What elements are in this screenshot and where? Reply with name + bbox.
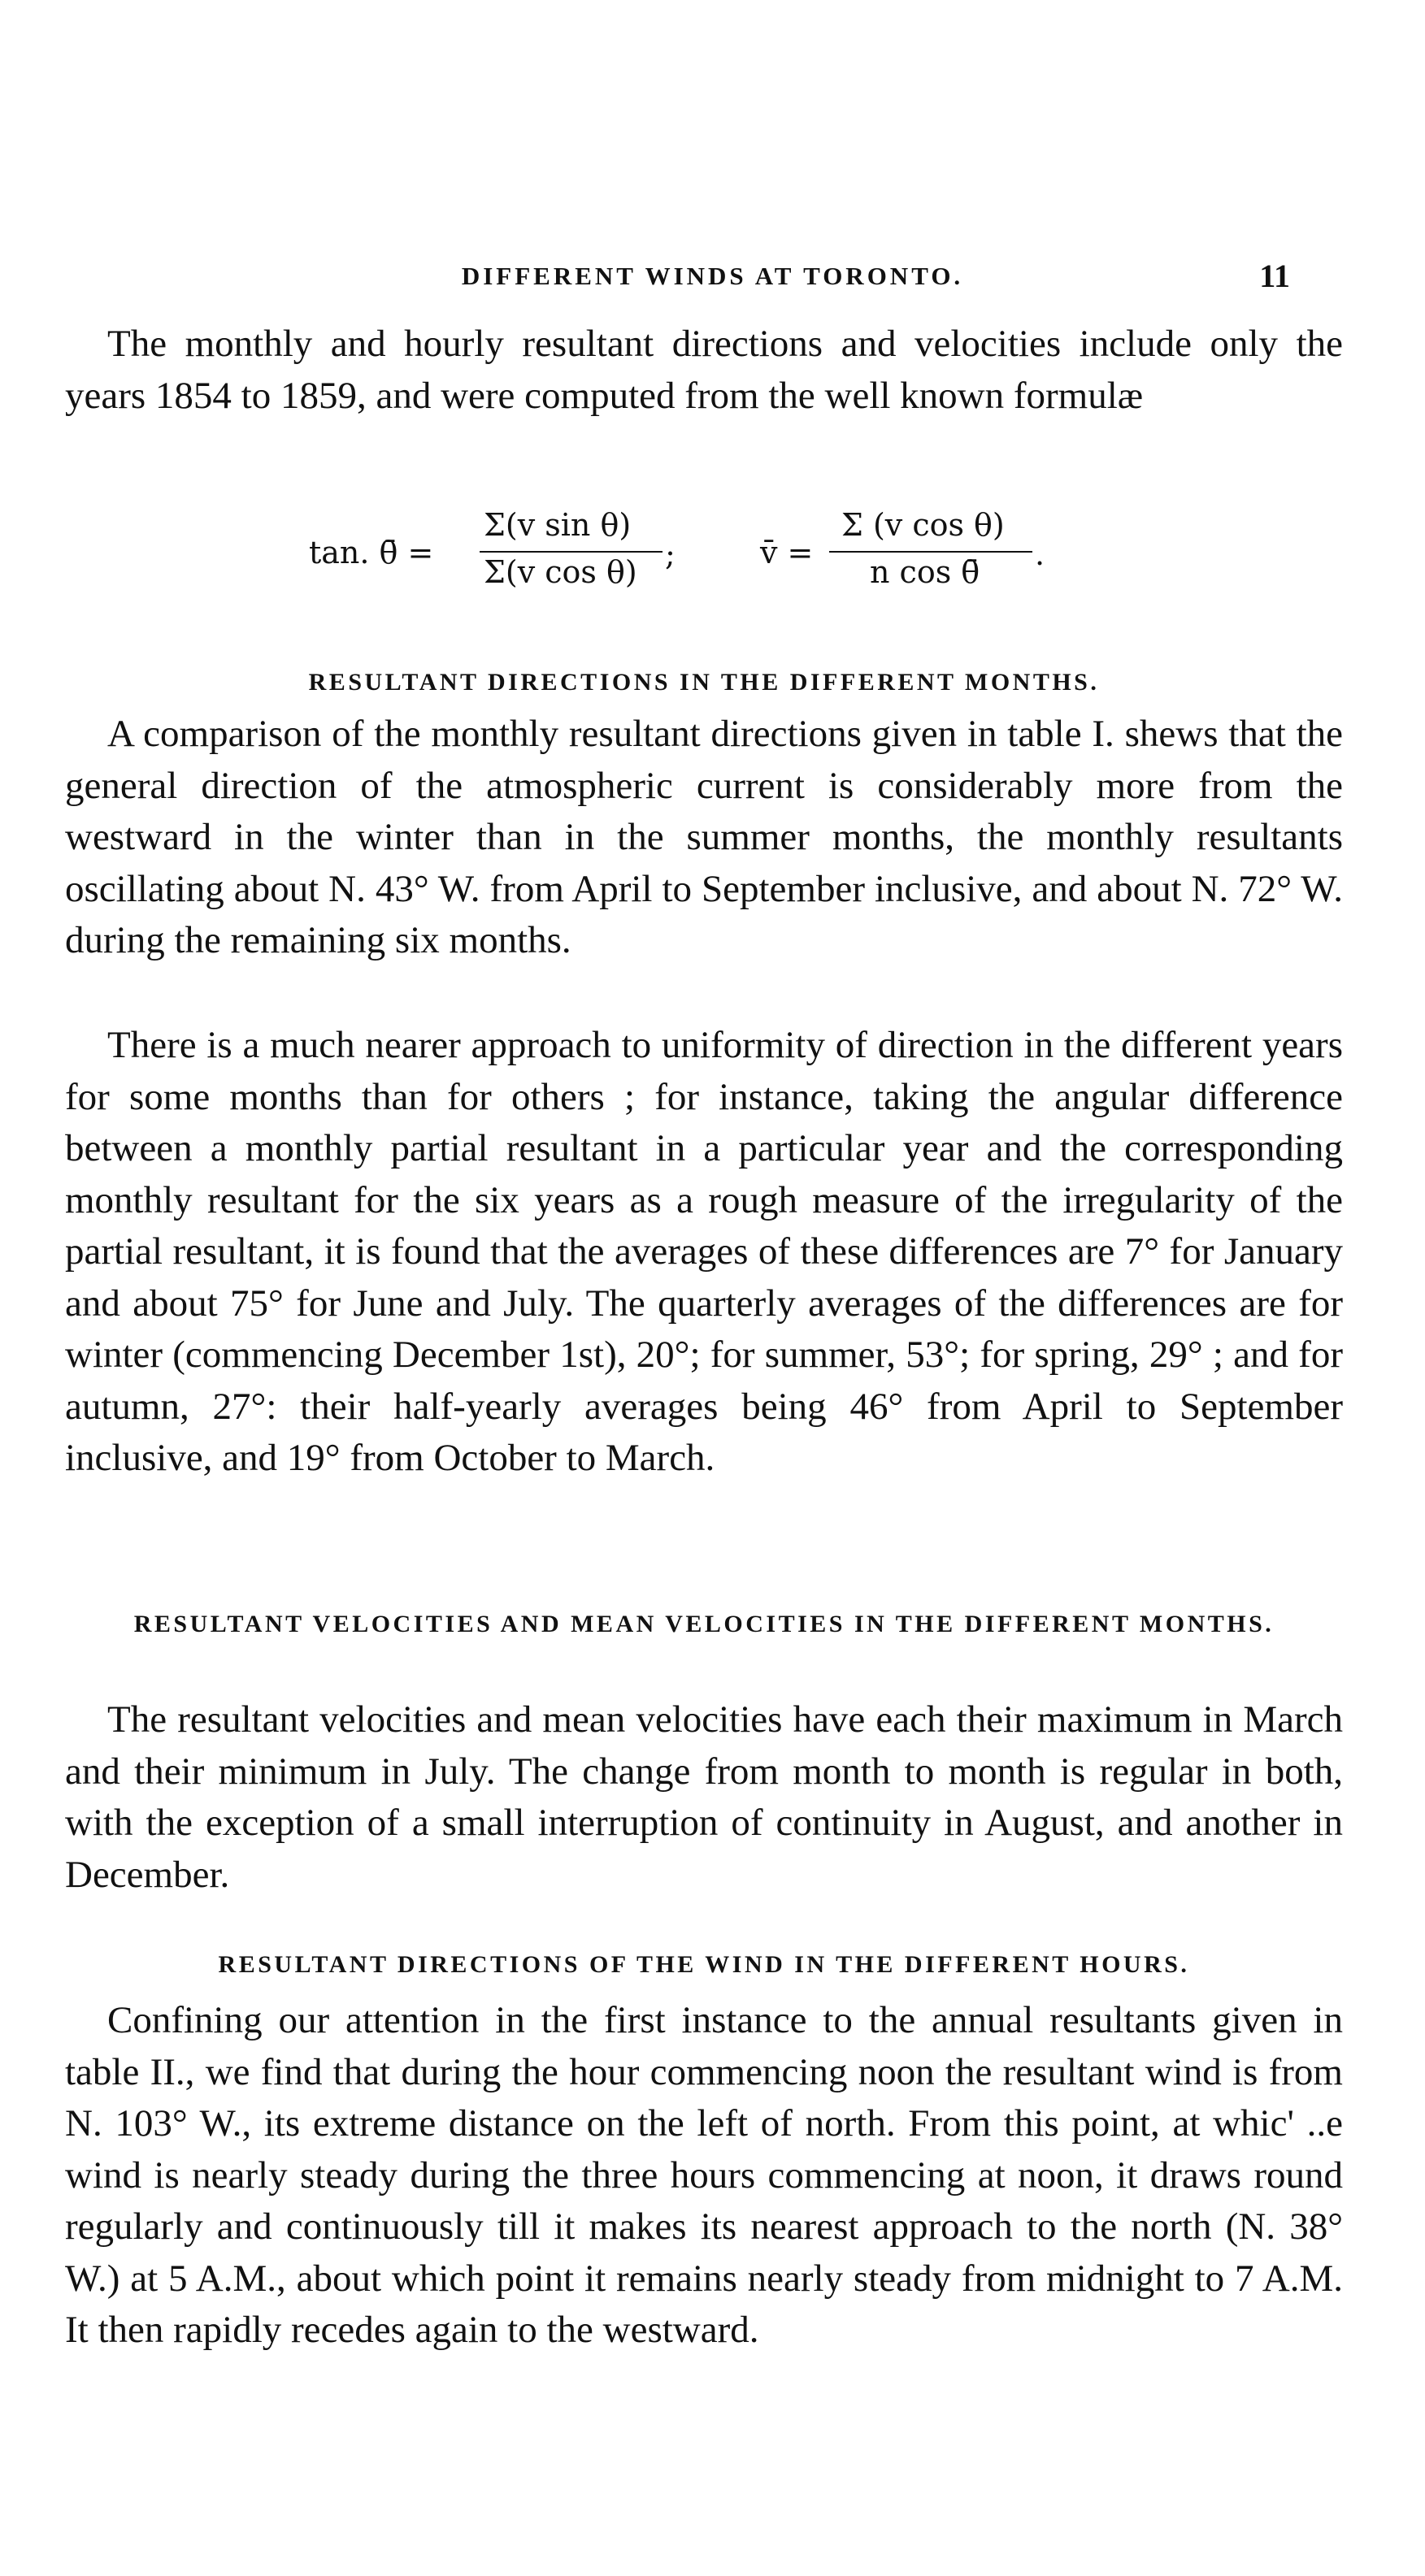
formula-separator: ; <box>665 536 676 572</box>
formula-denominator-1: Σ(v cos θ) <box>484 554 637 590</box>
fraction-bar-2 <box>829 551 1032 553</box>
formula-numerator-1: Σ(v sin θ) <box>484 507 632 543</box>
section-heading-hourly-directions: RESULTANT DIRECTIONS OF THE WIND IN THE DIFFERENT HOURS. <box>218 1951 1190 1978</box>
formula-lhs-tan: tan. θ̄ = <box>309 535 434 570</box>
formula-denominator-2: n cos θ̄ <box>870 554 980 590</box>
formula <box>309 504 1073 609</box>
page-number: 11 <box>1259 258 1290 294</box>
section-heading-monthly-directions: RESULTANT DIRECTIONS IN THE DIFFERENT MONTHS. <box>308 669 1100 696</box>
formula-lhs-velocity: v̄ = <box>760 535 814 570</box>
paragraph-hourly-directions: Confining our attention in the first instance to the annual resultants given in table II., we find that during the hour commencing noon the resultant wind is from N. 103° W., its extreme distance on the left of north. From this point, at whic' ..e wind is nearly steady during the three hours commencing at noon, it draws round regularly and continuously till it makes its nearest approach to the north (N. 38° W.) at 5 A.M., about which point it remains nearly steady from midnight to 7 A.M. It then rapidly recedes again to the westward. <box>65 1999 1343 2351</box>
formula-end: . <box>1035 536 1045 572</box>
running-head-title: DIFFERENT WINDS AT TORONTO. <box>461 262 964 290</box>
paragraph-velocities: The resultant velocities and mean velocities have each their maximum in March and their minimum in July. The change from month to month is regular in both, with the exception of a small interruption of continuity in August, and another in December. <box>65 1698 1343 1896</box>
fraction-bar-1 <box>480 551 663 553</box>
paragraph-monthly-directions-2: There is a much nearer approach to uniformity of direction in the different years for some months than for others ; for instance, taking the angular difference between a monthly partial resultant in a particular year and the corresponding monthly resultant for the six years as a rough measure of the irregularity of the partial resultant, it is found that the averages of these differences are 7° for January and about 75° for June and July. The quarterly averages of the differences are for winter (commencing December 1st), 20°; for summer, 53°; for spring, 29° ; and for autumn, 27°: their half-yearly averages being 46° from April to September inclusive, and 19° from October to March. <box>65 1024 1343 1479</box>
running-head <box>65 258 1360 302</box>
section-heading-velocities: RESULTANT VELOCITIES AND MEAN VELOCITIES IN THE DIFFERENT MONTHS. <box>133 1611 1275 1637</box>
formula-numerator-2: Σ (v cos θ) <box>841 507 1005 543</box>
intro-paragraph: The monthly and hourly resultant directions and velocities include only the years 1854 to 1859, and were computed from the well known formulæ <box>65 323 1343 417</box>
paragraph-monthly-directions-1: A comparison of the monthly resultant directions given in table I. shews that the general direction of the atmospheric current is considerably more from the westward in the winter than in the summer months, the monthly resultants oscillating about N. 43° W. from April to September inclusive, and about N. 72° W. during the remaining six months. <box>65 713 1343 961</box>
